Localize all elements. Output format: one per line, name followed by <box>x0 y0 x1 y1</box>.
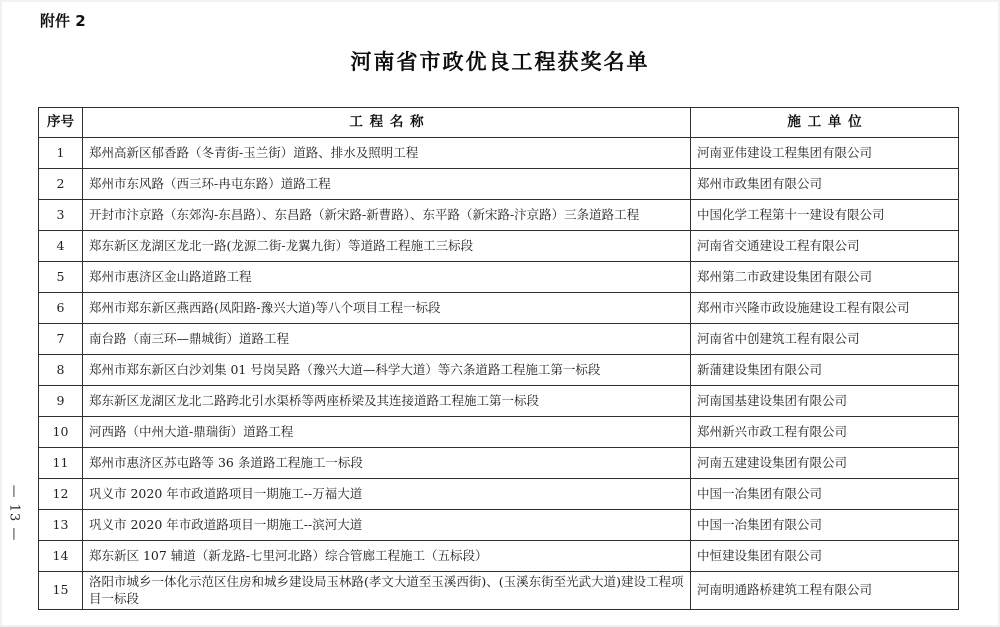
attachment-label: 附件 2 <box>40 12 86 30</box>
row-serial-number: 12 <box>39 479 83 510</box>
row-project-name: 郑东新区 107 辅道（新龙路-七里河北路）综合管廊工程施工（五标段） <box>83 541 691 572</box>
page-title: 河南省市政优良工程获奖名单 <box>350 50 650 74</box>
row-serial-number: 7 <box>39 324 83 355</box>
row-project-name: 郑东新区龙湖区龙北二路跨北引水渠桥等两座桥梁及其连接道路工程施工第一标段 <box>83 386 691 417</box>
table-row <box>39 479 959 510</box>
row-project-name: 郑州市郑东新区燕西路(凤阳路-豫兴大道)等八个项目工程一标段 <box>83 293 691 324</box>
table-row <box>39 293 959 324</box>
awards-table <box>38 107 959 610</box>
row-construction-company: 中恒建设集团有限公司 <box>691 541 959 572</box>
row-project-name: 郑州市惠济区金山路道路工程 <box>83 262 691 293</box>
table-row <box>39 355 959 386</box>
table-row <box>39 386 959 417</box>
page-number: — 13 — <box>6 484 22 542</box>
row-project-name: 河西路（中州大道-鼎瑞街）道路工程 <box>83 417 691 448</box>
row-project-name: 郑州市东风路（西三环-冉屯东路）道路工程 <box>83 169 691 200</box>
table-row <box>39 231 959 262</box>
row-serial-number: 6 <box>39 293 83 324</box>
table-body <box>39 138 959 610</box>
row-project-name: 开封市汴京路（东郊沟-东昌路）、东昌路（新宋路-新曹路）、东平路（新宋路-汴京路）三条道路工程 <box>83 200 691 231</box>
row-project-name: 郑州高新区郁香路（冬青街-玉兰街）道路、排水及照明工程 <box>83 138 691 169</box>
row-project-name: 郑东新区龙湖区龙北一路(龙源二街-龙翼九街）等道路工程施工三标段 <box>83 231 691 262</box>
row-serial-number: 15 <box>39 572 83 610</box>
header-serial-number: 序号 <box>39 108 83 138</box>
table-row <box>39 448 959 479</box>
row-serial-number: 14 <box>39 541 83 572</box>
row-project-name: 洛阳市城乡一体化示范区住房和城乡建设局玉林路(孝文大道至玉溪西街)、(玉溪东街至光武大道)建设工程项目一标段 <box>83 572 691 610</box>
row-serial-number: 8 <box>39 355 83 386</box>
row-construction-company: 河南亚伟建设工程集团有限公司 <box>691 138 959 169</box>
row-serial-number: 13 <box>39 510 83 541</box>
row-construction-company: 河南省中创建筑工程有限公司 <box>691 324 959 355</box>
row-project-name: 郑州市惠济区苏屯路等 36 条道路工程施工一标段 <box>83 448 691 479</box>
row-serial-number: 1 <box>39 138 83 169</box>
row-construction-company: 郑州市兴隆市政设施建设工程有限公司 <box>691 293 959 324</box>
row-construction-company: 河南国基建设集团有限公司 <box>691 386 959 417</box>
row-serial-number: 9 <box>39 386 83 417</box>
table-row <box>39 541 959 572</box>
table-row <box>39 324 959 355</box>
table-row <box>39 510 959 541</box>
row-project-name: 巩义市 2020 年市政道路项目一期施工--滨河大道 <box>83 510 691 541</box>
row-project-name: 南台路（南三环—鼎城街）道路工程 <box>83 324 691 355</box>
row-construction-company: 中国一冶集团有限公司 <box>691 510 959 541</box>
table-row <box>39 200 959 231</box>
row-project-name: 郑州市郑东新区白沙刘集 01 号岗吴路（豫兴大道—科学大道）等六条道路工程施工第一标段 <box>83 355 691 386</box>
row-serial-number: 2 <box>39 169 83 200</box>
row-construction-company: 中国化学工程第十一建设有限公司 <box>691 200 959 231</box>
row-construction-company: 郑州市政集团有限公司 <box>691 169 959 200</box>
row-construction-company: 郑州第二市政建设集团有限公司 <box>691 262 959 293</box>
table-row <box>39 572 959 610</box>
table-header-row <box>39 108 959 138</box>
table-row <box>39 138 959 169</box>
row-serial-number: 11 <box>39 448 83 479</box>
row-construction-company: 郑州新兴市政工程有限公司 <box>691 417 959 448</box>
row-construction-company: 河南省交通建设工程有限公司 <box>691 231 959 262</box>
row-construction-company: 河南明通路桥建筑工程有限公司 <box>691 572 959 610</box>
table-row <box>39 169 959 200</box>
table-row <box>39 417 959 448</box>
row-serial-number: 5 <box>39 262 83 293</box>
table-row <box>39 262 959 293</box>
row-project-name: 巩义市 2020 年市政道路项目一期施工--万福大道 <box>83 479 691 510</box>
header-construction-company: 施工单位 <box>691 108 959 138</box>
row-serial-number: 3 <box>39 200 83 231</box>
row-construction-company: 河南五建建设集团有限公司 <box>691 448 959 479</box>
row-construction-company: 中国一冶集团有限公司 <box>691 479 959 510</box>
row-serial-number: 10 <box>39 417 83 448</box>
row-construction-company: 新蒲建设集团有限公司 <box>691 355 959 386</box>
row-serial-number: 4 <box>39 231 83 262</box>
header-project-name: 工程名称 <box>83 108 691 138</box>
